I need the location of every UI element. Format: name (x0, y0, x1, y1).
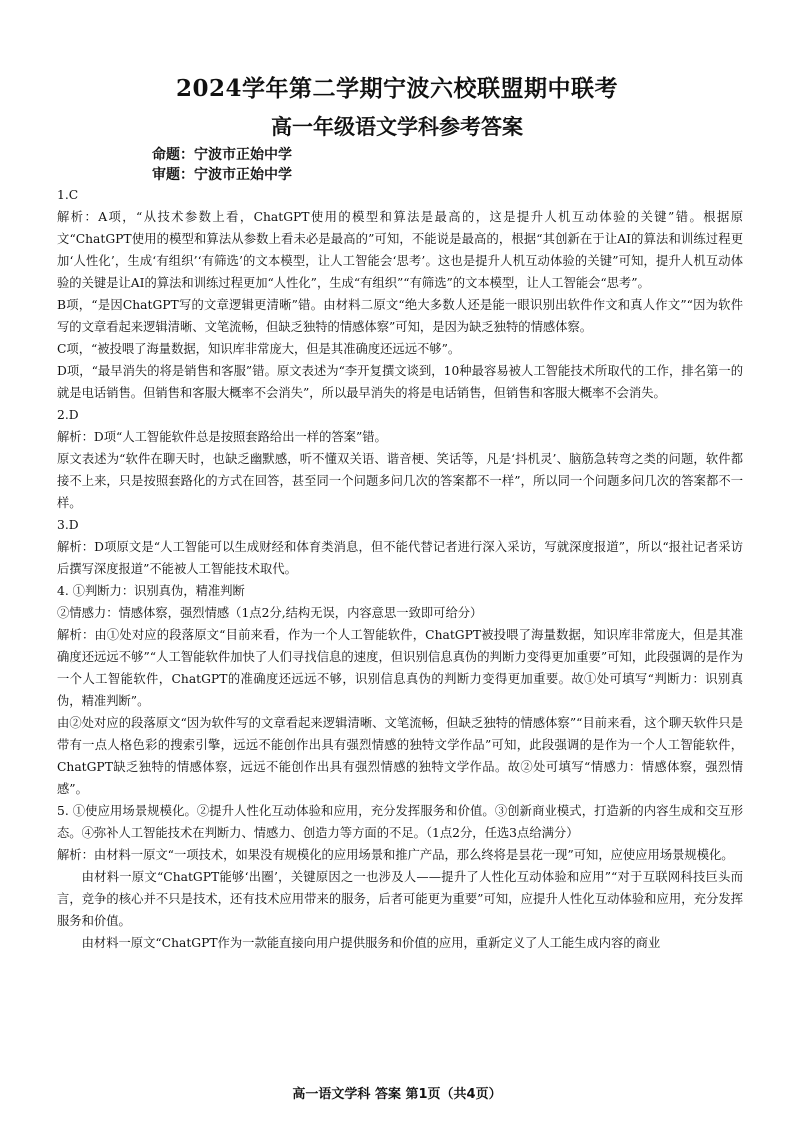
answer-paragraph: 解析：A项，“从技术参数上看，ChatGPT使用的模型和算法是最高的，这是提升人机互动体验的关键”错。根据原文“ChatGPT使用的模型和算法从参数上看未必是最高的”可知，不能说是最高的，根据“其创新在于让AI的算法和训练过程更加‘人性化’，生成‘有组织’‘有筛选’的文本模型，让人工智能会‘思考’。这也是提升人机互动体验的关键”可知，提升人机互动体验的关键是让AI的算法和训练过程更加“人性化”，生成“有组织”“有筛选”的文本模型，让人工智能会“思考”。 (57, 210, 743, 290)
answer-line: 4. ①判断力：识别真伪，精准判断 (57, 584, 245, 598)
answer-line: 2.D (57, 408, 79, 422)
answer-paragraph: 由②处对应的段落原文“因为软件写的文章看起来逻辑清晰、文笔流畅，但缺乏独特的情感体察”“目前来看，这个聊天软件只是带有一点人格色彩的搜索引擎，远远不能创作出具有强烈情感的独特文学作品”可知，此段强调的是作为一个人工智能软件，ChatGPT缺乏独特的情感体察，远远不能创作出具有强烈情感的独特文学作品。故②处可填写“情感力：情感体察，强烈情感”。 (57, 716, 743, 796)
answer-paragraph: C项，“被投喂了海量数据，知识库非常庞大，但是其准确度还远远不够”。 (57, 342, 461, 356)
answer-paragraph: 解析：由材料一原文“一项技术，如果没有规模化的应用场景和推广产品，那么终将是昙花一现”可知，应使应用场景规模化。 (57, 848, 734, 862)
answer-paragraph: 解析：D项原文是“人工智能可以生成财经和体育类消息，但不能代替记者进行深入采访，写就深度报道”，所以“报社记者采访后撰写深度报道”不能被人工智能技术取代。 (57, 540, 743, 576)
answer-paragraph: B项，“是因ChatGPT写的文章逻辑更清晰”错。由材料二原文“绝大多数人还是能一眼识别出软件作文和真人作文”“因为软件写的文章看起来逻辑清晰、文笔流畅，但缺乏独特的情感体察”可知，是因为缺乏独特的情感体察。 (57, 298, 743, 334)
answer-paragraph: 解析：由①处对应的段落原文“目前来看，作为一个人工智能软件，ChatGPT被投喂了海量数据，知识库非常庞大，但是其准确度还远远不够”“人工智能软件加快了人们寻找信息的速度，但识别信息真伪的判断力变得更加重要”可知，此段强调的是作为一个人工智能软件，ChatGPT的准确度还远远不够，识别信息真伪的判断力变得更加重要。故①处可填写“判断力：识别真伪，精准判断”。 (57, 628, 743, 708)
page-subtitle: 高一年级语文学科参考答案 (271, 114, 523, 139)
answer-line: 1.C (57, 188, 79, 202)
answer-line: 3.D (57, 518, 79, 532)
reviewer-line: 审题：宁波市正始中学 (152, 167, 292, 183)
answer-paragraph: 由材料一原文“ChatGPT作为一款能直接向用户提供服务和价值的应用，重新定义了人工能生成内容的商业 (81, 936, 661, 950)
answer-paragraph: 由材料一原文“ChatGPT能够‘出圈’，关键原因之一也涉及人——提升了人性化互动体验和应用”“对于互联网科技巨头而言，竞争的核心并不只是技术，还有技术应用带来的服务，后者可能更为重要”可知，应提升人性化互动体验和应用，充分发挥服务和价值。 (57, 870, 743, 928)
answer-paragraph: 原文表述为“软件在聊天时，也缺乏幽默感，听不懂双关语、谐音梗、笑话等，凡是‘抖机灵’、脑筋急转弯之类的问题，软件都接不上来，只是按照套路化的方式在回答，甚至同一个问题多问几次的答案都不一样”，所以同一个问题多问几次的答案都不一样。 (57, 452, 743, 510)
proposer-line: 命题：宁波市正始中学 (152, 147, 292, 163)
answer-paragraph: D项，“最早消失的将是销售和客服”错。原文表述为“李开复撰文谈到，10种最容易被人工智能技术所取代的工作，排名第一的就是电话销售。但销售和客服大概率不会消失”，所以最早消失的将是电话销售，但销售和客服大概率不会消失。 (57, 364, 743, 400)
answer-paragraph: 5. ①使应用场景规模化。②提升人性化互动体验和应用，充分发挥服务和价值。③创新商业模式，打造新的内容生成和交互形态。④弥补人工智能技术在判断力、情感力、创造力等方面的不足。（1点2分，任选3点给满分） (57, 804, 743, 840)
answer-body (57, 184, 743, 954)
page-footer: 高一语文学科 答案 第1页（共4页） (292, 1087, 502, 1102)
answer-line: ②情感力：情感体察，强烈情感（1点2分,结构无误，内容意思一致即可给分） (57, 606, 483, 620)
answer-paragraph: 解析：D项“人工智能软件总是按照套路给出一样的答案”错。 (57, 430, 387, 444)
page-title: 2024学年第二学期宁波六校联盟期中联考 (175, 75, 618, 102)
